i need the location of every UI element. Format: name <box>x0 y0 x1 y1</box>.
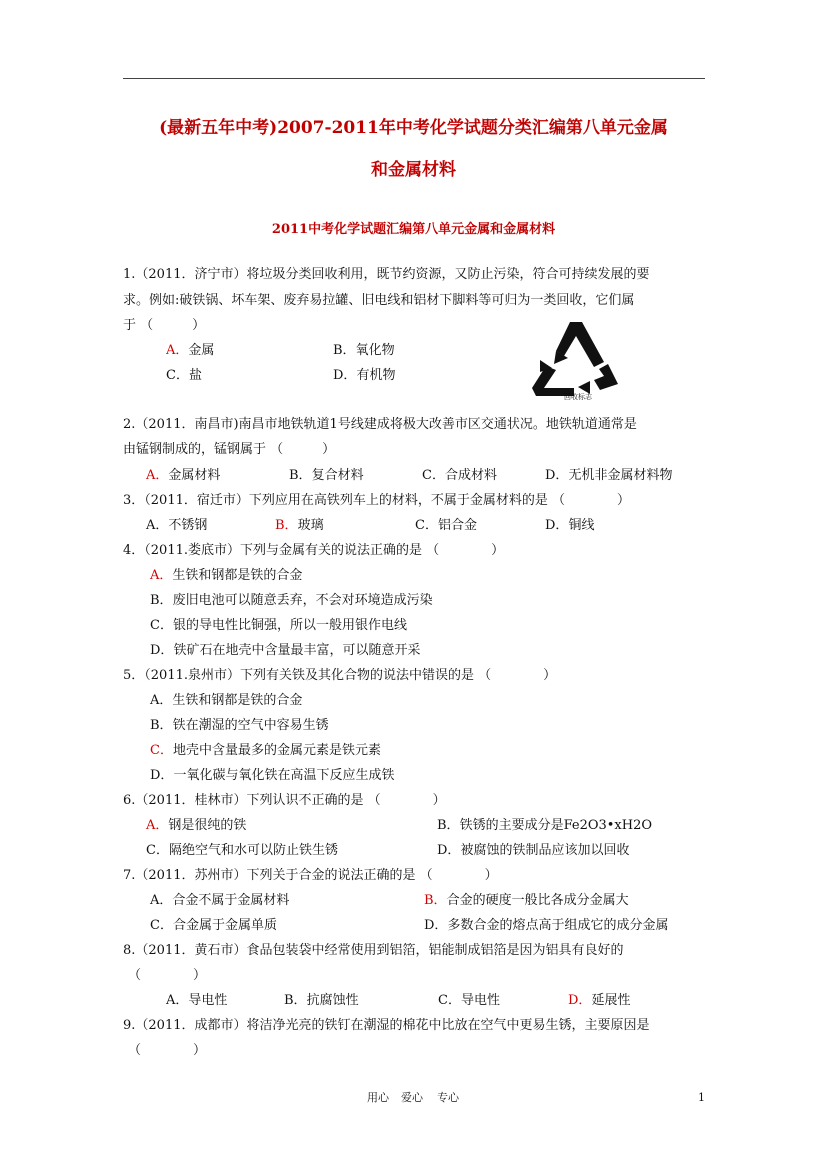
q4-option-d: D．铁矿石在地壳中含量最丰富，可以随意开采 <box>150 643 421 658</box>
q4-option-a: A．生铁和钢都是铁的合金 <box>150 568 303 583</box>
q5-option-b: B．铁在潮湿的空气中容易生锈 <box>150 718 329 733</box>
q1-line1: 1.（2011．济宁市）将垃圾分类回收利用，既节约资源，又防止污染，符合可持续发展的要 <box>123 267 650 282</box>
q9-line1: 9.（2011．成都市）将洁净光亮的铁钉在潮湿的棉花中比放在空气中更易生锈，主要原因是 <box>123 1018 650 1033</box>
q2-line2: 由锰钢制成的，锰钢属于 （ ） <box>123 442 336 457</box>
q3-option-a: A．不锈钢 <box>146 518 208 533</box>
recycle-icon <box>530 318 622 400</box>
q1-option-a: A．金属 <box>166 343 215 358</box>
q9-line2: （ ） <box>128 1043 207 1058</box>
q3-option-d: D．铜线 <box>545 518 595 533</box>
q3-line1: 3．（2011．宿迁市）下列应用在高铁列车上的材料，不属于金属材料的是 （ ） <box>123 493 630 508</box>
q1-option-c: C．盐 <box>166 368 202 383</box>
q7-option-b: B．合金的硬度一般比各成分金属大 <box>424 893 629 908</box>
footer-item-3: 专心 <box>437 1091 459 1104</box>
footer-item-1: 用心 <box>367 1091 389 1104</box>
q7-line1: 7.（2011．苏州市）下列关于合金的说法正确的是 （ ） <box>123 868 498 883</box>
q6-option-c: C．隔绝空气和水可以防止铁生锈 <box>146 843 338 858</box>
page-title-line1: (最新五年中考)2007-2011年中考化学试题分类汇编第八单元金属 <box>159 118 668 138</box>
q7-option-d: D．多数合金的熔点高于组成它的成分金属 <box>424 918 669 933</box>
q4-line1: 4．（2011.娄底市）下列与金属有关的说法正确的是 （ ） <box>123 543 505 558</box>
footer-item-2: 爱心 <box>401 1091 423 1104</box>
q3-option-c: C．铝合金 <box>415 518 477 533</box>
q8-option-c: C．导电性 <box>438 993 500 1008</box>
q5-option-c: C．地壳中含量最多的金属元素是铁元素 <box>150 743 381 758</box>
q8-line1: 8.（2011．黄石市）食品包装袋中经常使用到铝箔，铝能制成铝箔是因为铝具有良好的 <box>123 943 624 958</box>
q2-option-a: A．金属材料 <box>146 468 221 483</box>
q8-option-d: D．延展性 <box>568 993 631 1008</box>
q5-line1: 5．（2011.泉州市）下列有关铁及其化合物的说法中错误的是 （ ） <box>123 668 557 683</box>
q2-option-c: C．合成材料 <box>422 468 497 483</box>
q1-option-b: B．氧化物 <box>333 343 395 358</box>
q8-option-b: B．抗腐蚀性 <box>284 993 359 1008</box>
q6-option-d: D．被腐蚀的铁制品应该加以回收 <box>437 843 630 858</box>
q6-option-a: A．钢是很纯的铁 <box>146 818 247 833</box>
page-number: 1 <box>698 1091 705 1104</box>
header-rule <box>123 78 705 79</box>
q8-option-a: A．导电性 <box>166 993 228 1008</box>
recycle-symbol <box>530 318 622 400</box>
q3-option-b: B．玻璃 <box>275 518 324 533</box>
q5-option-d: D．一氧化碳与氧化铁在高温下反应生成铁 <box>150 768 395 783</box>
q1-line3: 于 （ ） <box>123 318 206 333</box>
figure-caption: 回收标志 <box>564 393 592 400</box>
q1-option-d: D．有机物 <box>333 368 396 383</box>
q4-option-c: C．银的导电性比铜强，所以一般用银作电线 <box>150 618 407 633</box>
q4-option-b: B．废旧电池可以随意丢弃，不会对环境造成污染 <box>150 593 433 608</box>
section-subtitle: 2011中考化学试题汇编第八单元金属和金属材料 <box>271 222 556 237</box>
page-title-line2: 和金属材料 <box>371 160 456 180</box>
q8-line2: （ ） <box>128 968 207 983</box>
q6-line1: 6.（2011．桂林市）下列认识不正确的是 （ ） <box>123 793 446 808</box>
q2-option-d: D．无机非金属材料物 <box>545 468 673 483</box>
q2-line1: 2.（2011．南昌市)南昌市地铁轨道1号线建成将极大改善市区交通状况。地铁轨道通常是 <box>123 417 637 432</box>
q1-line2: 求。例如:破铁锅、坏车架、废弃易拉罐、旧电线和铝材下脚料等可归为一类回收，它们属 <box>123 293 635 308</box>
q2-option-b: B．复合材料 <box>289 468 364 483</box>
q6-option-b: B．铁锈的主要成分是Fe2O3•xH2O <box>437 818 653 833</box>
q7-option-c: C．合金属于金属单质 <box>150 918 277 933</box>
q5-option-a: A．生铁和钢都是铁的合金 <box>150 693 303 708</box>
q7-option-a: A．合金不属于金属材料 <box>150 893 290 908</box>
